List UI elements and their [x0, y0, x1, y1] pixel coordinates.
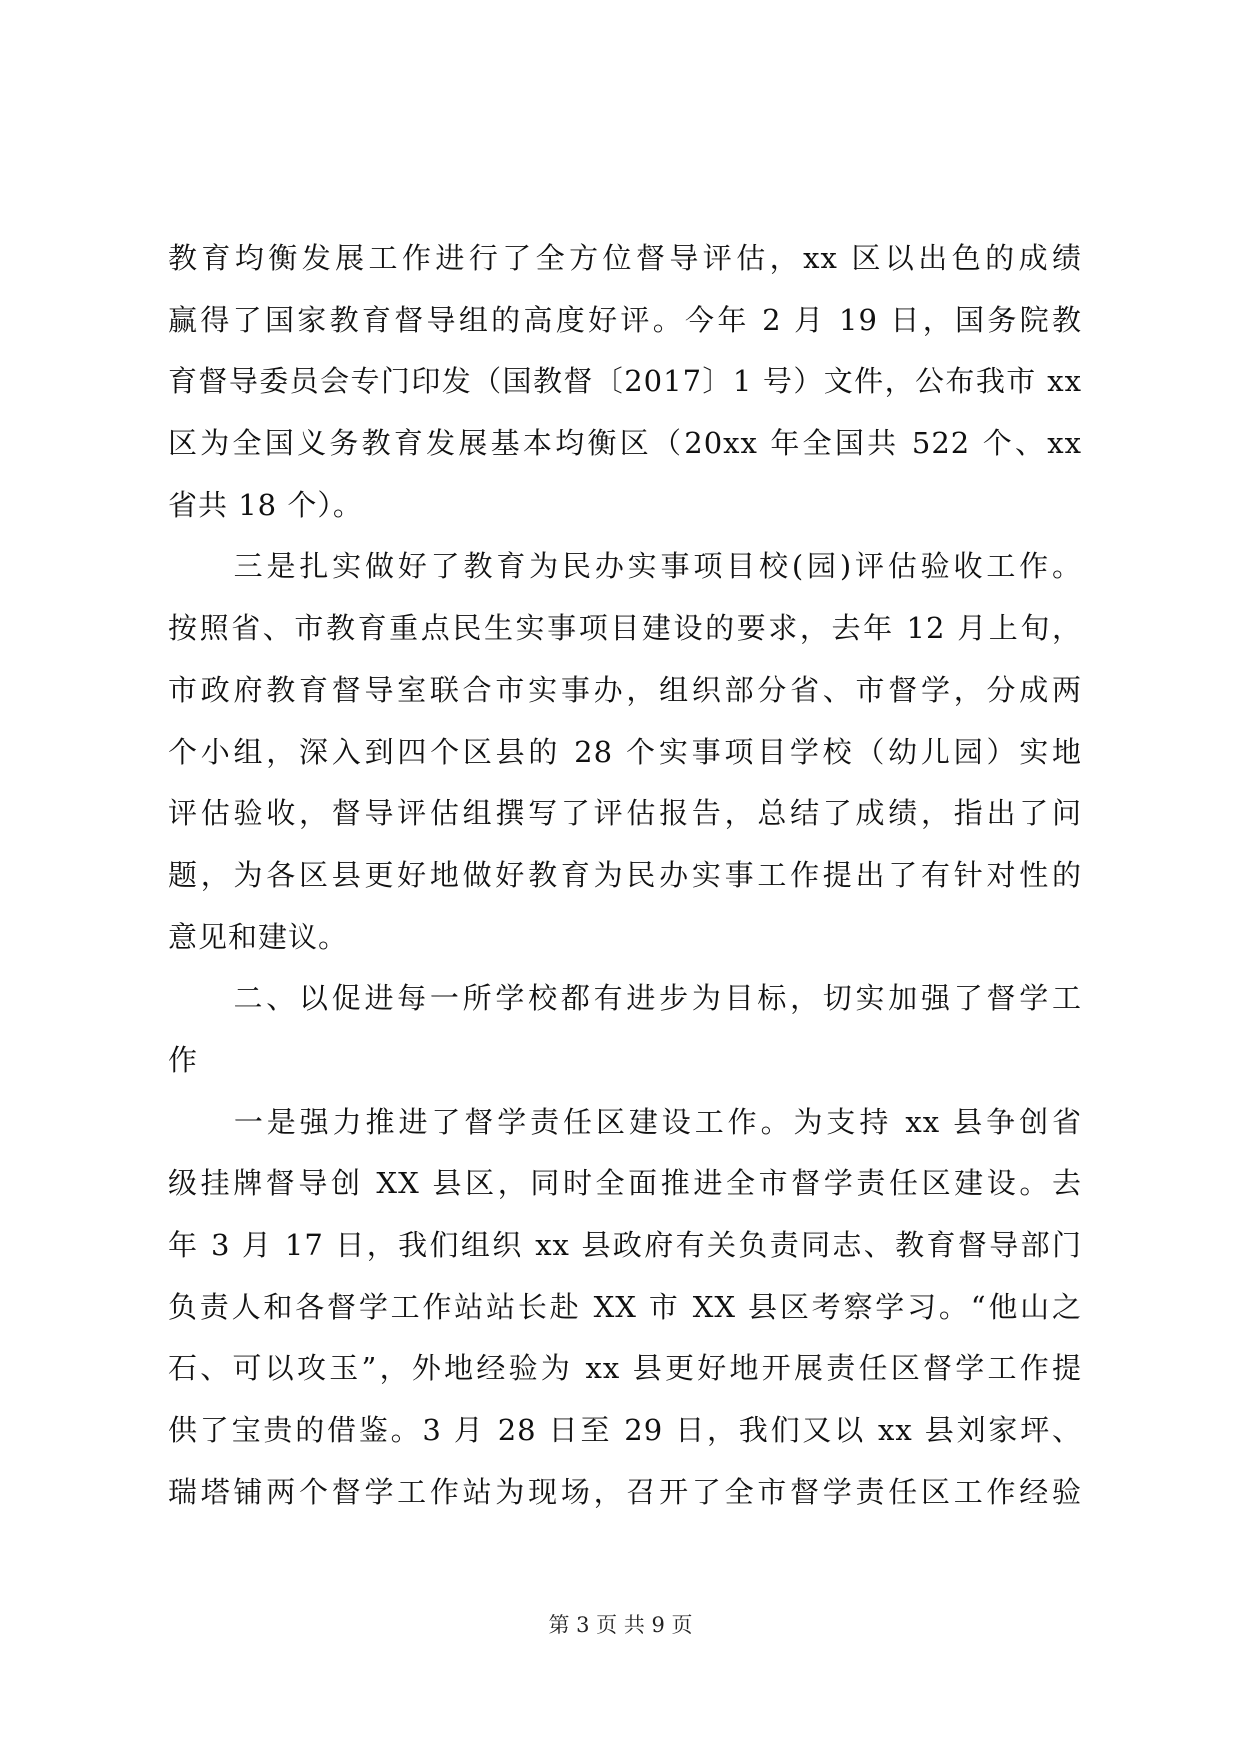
body-text	[168, 228, 1082, 1523]
text-line: 意见和建议。	[168, 919, 349, 954]
text-line: 三是扎实做好了教育为民办实事项目校(园)评估验收工作。	[168, 549, 1082, 584]
text-line: 题，为各区县更好地做好教育为民办实事工作提出了有针对性的	[168, 857, 1082, 892]
text-line: 年 3 月 17 日，我们组织 xx 县政府有关负责同志、教育督导部门	[168, 1228, 1082, 1262]
text-line: 石、可以攻玉”，外地经验为 xx 县更好地开展责任区督学工作提	[168, 1351, 1082, 1386]
text-line: 区为全国义务教育发展基本均衡区（20xx 年全国共 522 个、xx	[168, 426, 1082, 461]
page-footer: 第 3 页 共 9 页	[548, 1613, 693, 1637]
text-line: 育督导委员会专门印发（国教督〔2017〕1 号）文件，公布我市 xx	[168, 364, 1082, 399]
text-line: 瑞塔铺两个督学工作站为现场，召开了全市督学责任区工作经验	[168, 1474, 1082, 1509]
text-line: 赢得了国家教育督导组的高度好评。今年 2 月 19 日，国务院教	[168, 302, 1082, 337]
text-line: 省共 18 个）。	[168, 487, 363, 522]
text-line: 评估验收，督导评估组撰写了评估报告，总结了成绩，指出了问	[168, 796, 1082, 831]
text-line: 作	[168, 1042, 199, 1077]
text-line: 个小组，深入到四个区县的 28 个实事项目学校（幼儿园）实地	[168, 734, 1082, 769]
text-line: 一是强力推进了督学责任区建设工作。为支持 xx 县争创省	[168, 1104, 1082, 1139]
text-line: 级挂牌督导创 XX 县区，同时全面推进全市督学责任区建设。去	[168, 1166, 1082, 1201]
text-line: 市政府教育督导室联合市实事办，组织部分省、市督学，分成两	[168, 672, 1082, 707]
text-line: 二、以促进每一所学校都有进步为目标，切实加强了督学工	[168, 981, 1082, 1016]
text-line: 教育均衡发展工作进行了全方位督导评估，xx 区以出色的成绩	[168, 241, 1082, 275]
text-line: 负责人和各督学工作站站长赴 XX 市 XX 县区考察学习。“他山之	[168, 1289, 1082, 1324]
text-line: 按照省、市教育重点民生实事项目建设的要求，去年 12 月上旬，	[168, 611, 1082, 646]
text-line: 供了宝贵的借鉴。3 月 28 日至 29 日，我们又以 xx 县刘家坪、	[168, 1413, 1082, 1448]
